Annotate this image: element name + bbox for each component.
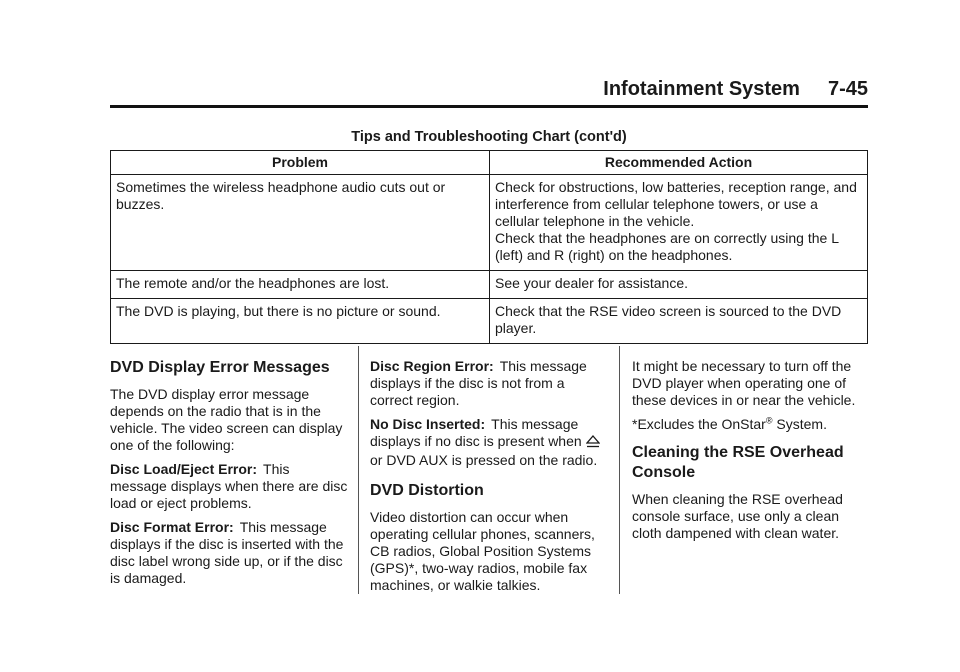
paragraph: The DVD display error message depends on the radio that is in the vehicle. The video screen can display one of the following: [110,386,343,453]
column-divider [358,346,359,594]
paragraph: When cleaning the RSE overhead console surface, use only a clean cloth dampened with clean water. [632,491,843,541]
table-row [111,175,868,271]
problem-cell: Sometimes the wireless headphone audio cuts out or buzzes. [111,175,490,271]
error-item [370,358,608,409]
error-description: This message displays if no disc is present when [370,416,582,449]
footnote [632,416,868,433]
table-caption: Tips and Troubleshooting Chart (cont'd) [351,129,627,145]
column-divider [619,346,620,594]
text-column-3 [632,358,868,549]
running-head [603,78,868,101]
footnote-text-end: System. [772,416,827,432]
paragraph: It might be necessary to turn off the DVD player when operating one of these devices in or near the vehicle. [632,358,856,408]
error-term: No Disc Inserted: [370,416,486,432]
error-item [110,519,348,587]
troubleshooting-table [110,150,868,344]
section-heading: DVD Distortion [370,482,484,499]
footnote-text: *Excludes the OnStar [632,416,766,432]
table-header-row [111,151,868,175]
error-item [370,416,608,469]
text-column-1 [110,358,348,594]
header-rule [110,105,868,108]
page-header [110,78,868,104]
error-term: Disc Format Error: [110,519,234,535]
action-cell: Check that the RSE video screen is sourced to the DVD player. [490,299,868,344]
action-cell [490,175,868,271]
table-row [111,271,868,299]
action-text: Check that the headphones are on correctly using the L (left) and R (right) on the headphones. [495,230,839,263]
error-description-cont: or DVD AUX is pressed on the radio. [370,452,598,468]
section-heading: Cleaning the RSE Overhead Console [632,444,844,481]
column-header-problem: Problem [111,151,490,175]
action-cell: See your dealer for assistance. [490,271,868,299]
text-column-2 [370,358,608,601]
section-title: Infotainment System [603,78,800,100]
column-header-action: Recommended Action [490,151,868,175]
error-term: Disc Load/Eject Error: [110,461,258,477]
error-description: This message displays when there are disc load or eject problems. [110,461,348,511]
table-row [111,299,868,344]
problem-cell: The remote and/or the headphones are lost. [111,271,490,299]
error-description: This message displays if the disc is inserted with the disc label wrong side up, or if the disc is damaged. [110,519,344,586]
section-heading: DVD Display Error Messages [110,359,330,376]
page-number: 7-45 [827,78,868,100]
error-term: Disc Region Error: [370,358,494,374]
paragraph: Video distortion can occur when operating cellular phones, scanners, CB radios, Global Position Systems (GPS)*, two-way radios, mobile fax machines, or walkie talkies. [370,509,595,593]
error-item [110,461,348,512]
error-description: This message displays if the disc is not from a correct region. [370,358,587,408]
eject-icon [586,435,600,452]
action-text: Check for obstructions, low batteries, reception range, and interference from cellular telephone towers, or use a cellular telephone in the vehicle. [495,179,857,229]
problem-cell: The DVD is playing, but there is no picture or sound. [111,299,490,344]
registered-mark: ® [765,415,773,426]
